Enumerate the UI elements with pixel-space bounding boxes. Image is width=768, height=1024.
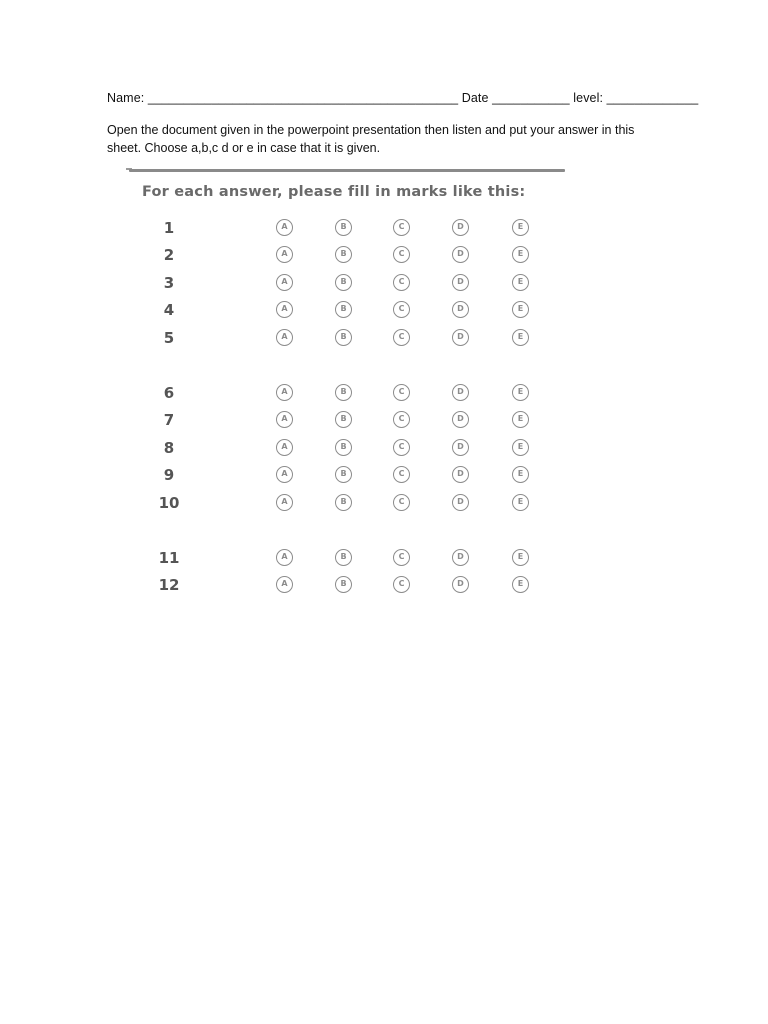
answer-bubble-b[interactable]: B <box>335 329 352 346</box>
answer-bubble-e[interactable]: E <box>512 384 529 401</box>
answer-bubble-d[interactable]: D <box>452 411 469 428</box>
answer-bubble-b[interactable]: B <box>335 301 352 318</box>
answer-bubble-d[interactable]: D <box>452 246 469 263</box>
answer-bubble-a[interactable]: A <box>276 494 293 511</box>
answer-bubble-c[interactable]: C <box>393 549 410 566</box>
question-row <box>126 437 566 459</box>
answer-bubble-d[interactable]: D <box>452 301 469 318</box>
answer-bubble-c[interactable]: C <box>393 246 410 263</box>
answer-bubble-c[interactable]: C <box>393 219 410 236</box>
answer-bubble-d[interactable]: D <box>452 576 469 593</box>
answer-bubble-c[interactable]: C <box>393 439 410 456</box>
answer-bubble-a[interactable]: A <box>276 549 293 566</box>
answer-bubble-e[interactable]: E <box>512 274 529 291</box>
question-number: 12 <box>158 576 180 594</box>
answer-sheet-title: For each answer, please fill in marks like this: <box>142 184 526 200</box>
answer-bubble-a[interactable]: A <box>276 411 293 428</box>
question-row <box>126 547 566 569</box>
question-number: 10 <box>158 494 180 512</box>
question-number: 11 <box>158 549 180 567</box>
question-number: 3 <box>163 274 175 292</box>
answer-bubble-a[interactable]: A <box>276 246 293 263</box>
answer-bubble-d[interactable]: D <box>452 549 469 566</box>
answer-bubble-d[interactable]: D <box>452 219 469 236</box>
answer-bubble-b[interactable]: B <box>335 549 352 566</box>
answer-bubble-b[interactable]: B <box>335 219 352 236</box>
answer-bubble-d[interactable]: D <box>452 274 469 291</box>
question-number: 4 <box>163 301 175 319</box>
question-row <box>126 574 566 596</box>
answer-bubble-b[interactable]: B <box>335 274 352 291</box>
question-number: 2 <box>163 246 175 264</box>
answer-bubble-b[interactable]: B <box>335 576 352 593</box>
question-row <box>126 464 566 486</box>
answer-bubble-e[interactable]: E <box>512 219 529 236</box>
instructions-paragraph: Open the document given in the powerpoint presentation then listen and put your answer in this sheet. Choose a,b,c d or e in case that it is given. <box>107 123 635 155</box>
answer-bubble-e[interactable]: E <box>512 411 529 428</box>
name-date-level-line: Name: ____________________________________________ Date ___________ level: _____________ <box>107 91 699 105</box>
question-number: 8 <box>163 439 175 457</box>
answer-sheet-image <box>126 166 566 606</box>
answer-bubble-b[interactable]: B <box>335 466 352 483</box>
answer-bubble-b[interactable]: B <box>335 411 352 428</box>
question-row <box>126 492 566 514</box>
answer-bubble-e[interactable]: E <box>512 439 529 456</box>
answer-bubble-e[interactable]: E <box>512 549 529 566</box>
top-rule <box>129 169 565 172</box>
question-number: 1 <box>163 219 175 237</box>
question-row <box>126 409 566 431</box>
question-row <box>126 244 566 266</box>
answer-bubble-c[interactable]: C <box>393 576 410 593</box>
question-row <box>126 382 566 404</box>
answer-bubble-e[interactable]: E <box>512 246 529 263</box>
answer-bubble-e[interactable]: E <box>512 329 529 346</box>
answer-bubble-e[interactable]: E <box>512 494 529 511</box>
answer-bubble-e[interactable]: E <box>512 576 529 593</box>
answer-bubble-b[interactable]: B <box>335 439 352 456</box>
question-number: 6 <box>163 384 175 402</box>
answer-bubble-a[interactable]: A <box>276 466 293 483</box>
answer-bubble-d[interactable]: D <box>452 384 469 401</box>
answer-bubble-c[interactable]: C <box>393 301 410 318</box>
answer-bubble-a[interactable]: A <box>276 439 293 456</box>
question-row <box>126 272 566 294</box>
answer-bubble-c[interactable]: C <box>393 494 410 511</box>
question-number: 9 <box>163 466 175 484</box>
answer-bubble-a[interactable]: A <box>276 384 293 401</box>
answer-bubble-e[interactable]: E <box>512 301 529 318</box>
answer-bubble-d[interactable]: D <box>452 439 469 456</box>
question-row <box>126 299 566 321</box>
answer-bubble-b[interactable]: B <box>335 494 352 511</box>
answer-bubble-d[interactable]: D <box>452 494 469 511</box>
answer-bubble-c[interactable]: C <box>393 466 410 483</box>
answer-bubble-a[interactable]: A <box>276 301 293 318</box>
question-number: 5 <box>163 329 175 347</box>
answer-bubble-d[interactable]: D <box>452 329 469 346</box>
answer-bubble-d[interactable]: D <box>452 466 469 483</box>
answer-bubble-e[interactable]: E <box>512 466 529 483</box>
answer-bubble-c[interactable]: C <box>393 329 410 346</box>
question-row <box>126 327 566 349</box>
answer-bubble-b[interactable]: B <box>335 246 352 263</box>
answer-bubble-c[interactable]: C <box>393 411 410 428</box>
question-number: 7 <box>163 411 175 429</box>
answer-bubble-c[interactable]: C <box>393 384 410 401</box>
answer-bubble-a[interactable]: A <box>276 219 293 236</box>
answer-bubble-c[interactable]: C <box>393 274 410 291</box>
answer-bubble-a[interactable]: A <box>276 576 293 593</box>
question-row <box>126 217 566 239</box>
answer-bubble-a[interactable]: A <box>276 274 293 291</box>
answer-bubble-b[interactable]: B <box>335 384 352 401</box>
answer-bubble-a[interactable]: A <box>276 329 293 346</box>
